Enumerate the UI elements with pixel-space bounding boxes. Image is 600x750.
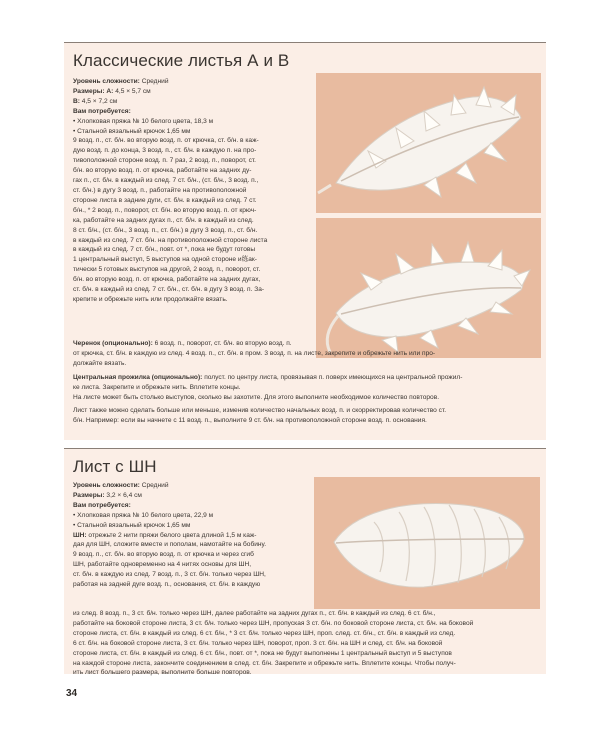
instruction-line: работайте на боковой стороне листа, 3 ст. б/н. только через ШН, пропуская 3 ст. б/н. по боковой стороне листа, ст. б/н. на боковой <box>73 619 474 627</box>
section-title: Лист с ШН <box>73 457 157 476</box>
instructions <box>73 540 305 590</box>
instruction-line: гах п., ст. б/н. в каждый из след. 7 ст. б/н., (ст. б/н., 3 возд. п., <box>73 177 259 185</box>
sizes-label: Размеры: <box>73 87 105 95</box>
instruction-line: крепите и обрежьте нить или продолжайте вязать. <box>73 295 228 303</box>
vein-text: полуст. по центру листа, провязывая п. поверх имеющихся на центральной прожил- <box>202 373 463 381</box>
size-a-value: 4,5 × 5,7 см <box>113 87 151 95</box>
section-title: Классические листья А и В <box>73 51 290 70</box>
instruction-line: тивоположной стороне возд. п. 7 раз, 2 возд. п., поворот, ст. <box>73 157 256 165</box>
stem-text-cont: от крючка, ст. б/н. в каждую из след. 4 возд. п., ст. б/н. в пром. 3 возд. п. на листе, закрепите и обрежьте нить или про- <box>73 349 436 357</box>
instruction-line: в каждый из след. 7 ст. б/н., повт. от *, пока не будут готовы <box>73 246 256 254</box>
instruction-line: на каждой стороне листа, закончите соединением в след. ст. б/н. Закрепите и обрежьте нить. Вплетите концы. Чтобы получ- <box>73 659 456 667</box>
optional-notes <box>73 339 539 426</box>
section-leaf-sh <box>64 448 546 677</box>
instruction-line: ст. б/н. в каждую из след. 7 возд. п., 3 ст. б/н. только через ШН, <box>73 571 266 579</box>
instruction-line: ка, работайте на задних дугах п., ст. б/н. в каждый из след. <box>73 216 254 224</box>
leaf-sh-photo <box>314 477 540 609</box>
materials-label: Вам потребуется: <box>73 107 131 115</box>
instruction-line: 6 ст. б/н. на боковой стороне листа, 3 ст. б/н. только через ШН, поворот, проп. 3 ст. б/н. на ШН и след. ст. б/н. на боковой <box>73 639 443 647</box>
instruction-line: в каждый из след. 7 ст. б/н. на противоположной стороне листа <box>73 236 268 244</box>
instruction-line: дая для ШН, сложите вместе и пополам, намотайте на бобину. <box>73 541 267 549</box>
size-b-value: 4,5 × 7,2 см <box>79 97 118 105</box>
instruction-line: 9 возд. п., ст. б/н. во вторую возд. п. от крючка, ст. б/н. в каж- <box>73 137 259 145</box>
instructions <box>73 136 307 304</box>
vein-label: Центральная прожилка (опционально): <box>73 373 203 381</box>
stem-text: 6 возд. п., поворот, ст. б/н. во вторую возд. п. <box>152 340 292 347</box>
sh-label: ШН: <box>73 531 87 539</box>
instruction-line: 8 ст. б/н., (ст. б/н., 3 возд. п., ст. б/н.) в дугу 3 возд. п., ст. б/н. <box>73 226 258 234</box>
level-label: Уровень сложности: <box>73 482 140 489</box>
material-yarn: • Хлопковая пряжа № 10 белого цвета, 22,9 м <box>73 511 214 519</box>
instruction-line: ить лист большего размера, выполните больше повторов. <box>73 669 252 677</box>
vein-text-cont: ке листа. Закрепите и обрежьте нить. Вплетите концы. <box>73 383 241 391</box>
note-size-line1: Лист также можно сделать больше или меньше, изменив количество начальных возд. п. и скорректировав количество ст. <box>73 407 447 415</box>
sizes-value: 3,2 × 6,4 см <box>104 491 142 499</box>
level-label: Уровень сложности: <box>73 78 140 85</box>
instruction-line: ШН, работайте одновременно на 4 нитях основы для ШН, <box>73 561 252 569</box>
instruction-line: ст. б/н. в каждый из след. 7 ст. б/н., ст. б/н. в дугу 3 возд. п. За- <box>73 286 265 294</box>
sizes-label: Размеры: <box>73 491 105 499</box>
section-classic-leaves <box>64 42 546 440</box>
material-hook: • Стальной вязальный крючок 1,65 мм <box>73 127 191 135</box>
note-size-line2: б/н. Например: если вы начнете с 11 возд. п., выполните 9 ст. б/н. на противоположной стороне возд. п. основания. <box>73 417 427 425</box>
instructions-full-width <box>73 609 539 678</box>
material-yarn: • Хлопковая пряжа № 10 белого цвета, 18,3 м <box>73 117 214 125</box>
leaf-b-photo <box>316 218 541 358</box>
leaf-a-illustration <box>316 73 541 213</box>
instruction-line: из след. 8 возд. п., 3 ст. б/н. только через ШН, далее работайте на задних дугах п., ст. б/н. в каждый из след. 6 ст. б/н., <box>73 610 436 617</box>
instruction-line: стороне листа в задние дуги, ст. б/н. в каждый из след. 7 ст. <box>73 196 257 204</box>
instruction-line: ст. б/н.) в дугу 3 возд. п., работайте на противоположной <box>73 186 247 194</box>
pattern-text-column <box>73 481 305 590</box>
stem-text-end: должайте вязать. <box>73 359 127 367</box>
leaf-sh-illustration <box>314 477 540 609</box>
instruction-line: б/н. во вторую возд. п. от крючка, работайте на задних ду- <box>73 167 252 175</box>
instruction-line: б/н., * 2 возд. п., поворот, ст. б/н. во вторую возд. п. от крюч- <box>73 206 257 214</box>
material-hook: • Стальной вязальный крючок 1,65 мм <box>73 521 191 529</box>
instruction-line: 9 возд. п., ст. б/н. во вторую возд. п. от крючка и через сгиб <box>73 551 254 559</box>
note-repeats: На листе может быть столько выступов, сколько вы захотите. Для этого выполните необходимое количество повторов. <box>73 393 440 401</box>
size-a-label: А: <box>104 87 114 95</box>
instruction-line: стороне листа, ст. б/н. в каждый из след. 6 ст. б/н., * 3 ст. б/н. только через ШН, проп. след. ст. б/н., ст. б/н. в каждый из след. <box>73 629 456 637</box>
instruction-line: б/н. во вторую возд. п. от крючка, работайте на задних дугах, <box>73 276 261 284</box>
page-number: 34 <box>66 688 78 699</box>
sh-text: отрежьте 2 нити пряжи белого цвета длиной 1,5 м каж- <box>86 531 257 539</box>
leaf-a-photo <box>316 73 541 213</box>
materials-label: Вам потребуется: <box>73 501 131 509</box>
instruction-line: 1 центральный выступ, 5 выступов на одной стороне и练ак- <box>73 256 257 264</box>
instruction-line: тически 5 готовых выступов на другой, 2 возд. п., поворот, ст. <box>73 266 261 274</box>
leaf-b-illustration <box>316 218 541 358</box>
size-b-label: В: <box>73 97 80 105</box>
level-value: Средний <box>139 482 169 489</box>
pattern-text-column <box>73 77 307 305</box>
instruction-line: стороне листа, ст. б/н. в каждый из след. 6 ст. б/н., повт. от *, пока не будут выполнены 1 центральный выступ и 5 выступов <box>73 649 452 657</box>
stem-label: Черенок (опционально): <box>73 340 153 347</box>
instruction-line: дую возд. п. до конца, 3 возд. п., ст. б/н. в каждую п. на про- <box>73 147 257 155</box>
level-value: Средний <box>139 78 169 85</box>
instruction-line: работая на задней дуге возд. п., основания, ст. б/н. в каждую <box>73 581 261 589</box>
